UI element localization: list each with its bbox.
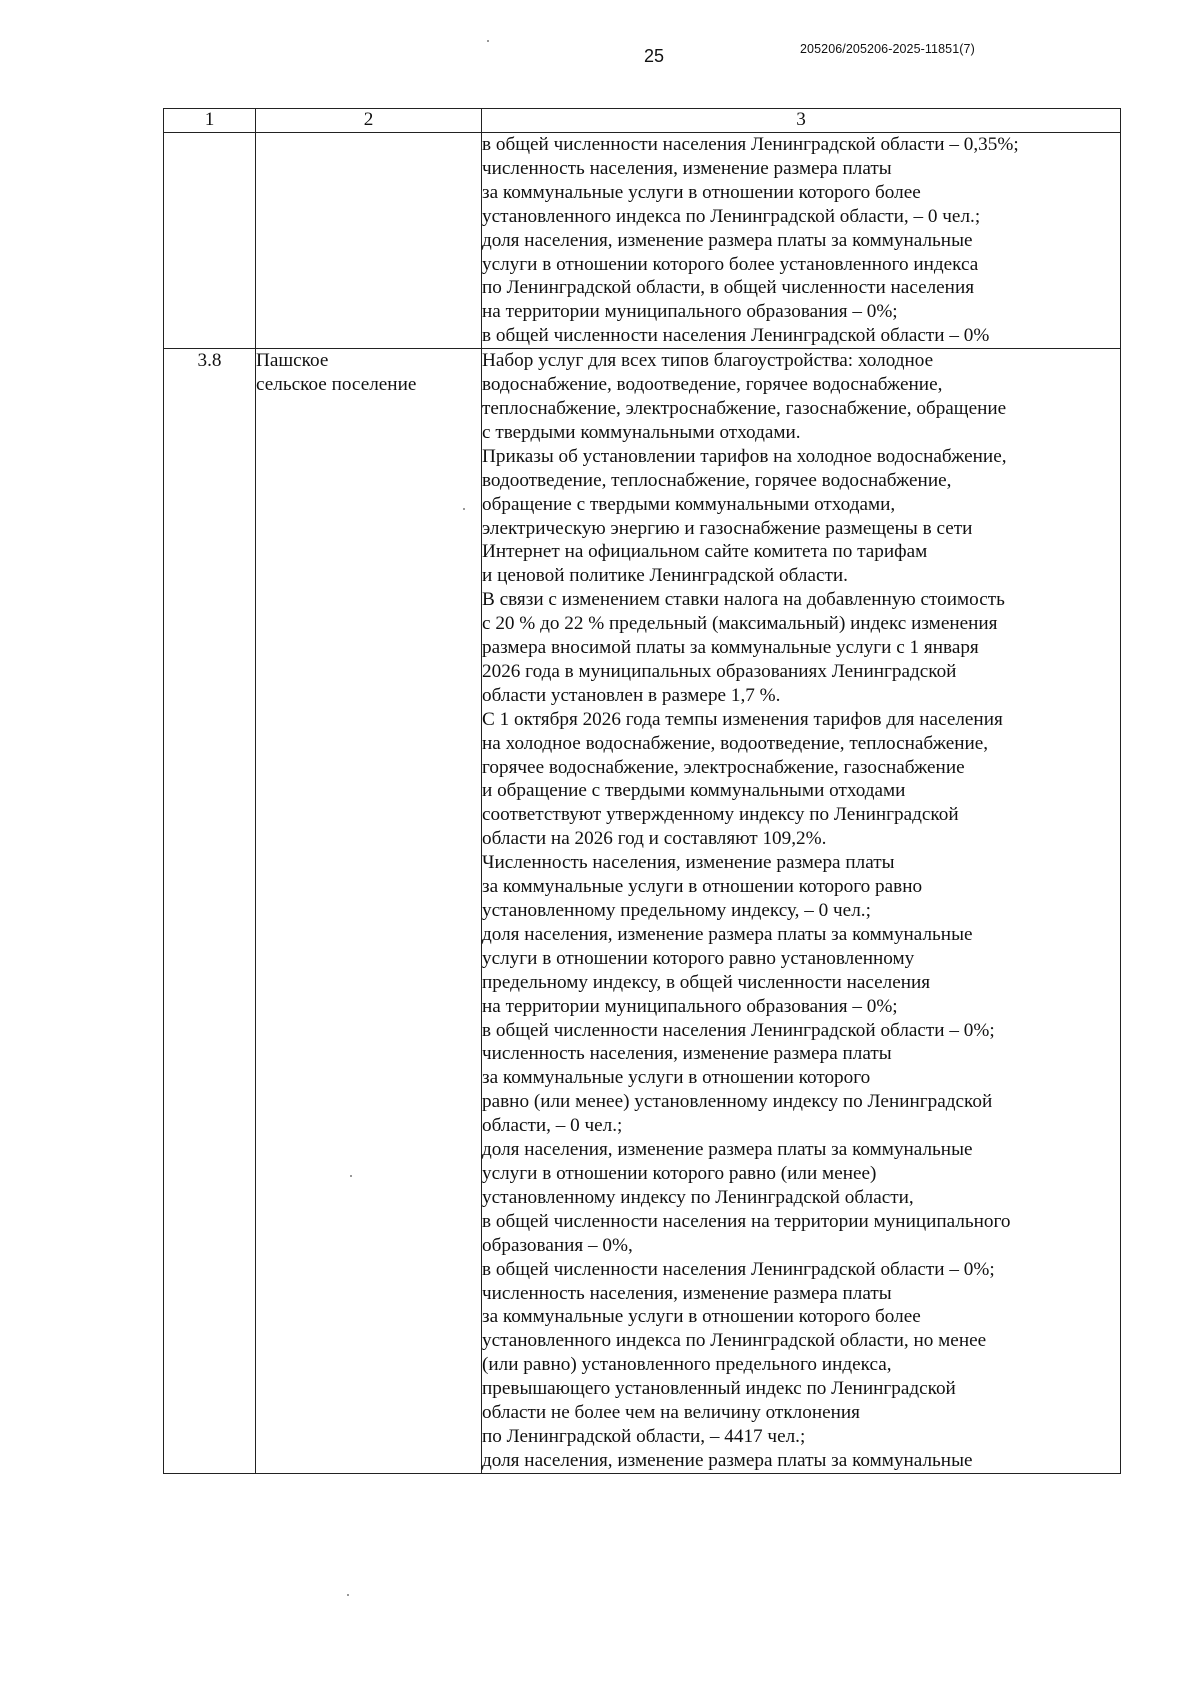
text-line: образования – 0%, <box>482 1234 633 1256</box>
description-cell <box>482 349 1121 1474</box>
text-line: установленного индекса по Ленинградской области, – 0 чел.; <box>482 205 981 227</box>
text-line: доля населения, изменение размера платы за коммунальные <box>482 923 973 945</box>
text-line: установленному индексу по Ленинградской области, <box>482 1186 914 1208</box>
row-number-cell: 3.8 <box>164 349 256 1474</box>
text-line: с 20 % до 22 % предельный (максимальный) индекс изменения <box>482 613 998 635</box>
text-line: области установлен в размере 1,7 %. <box>482 684 781 706</box>
text-line: за коммунальные услуги в отношении которого равно <box>482 876 923 898</box>
row-number-cell <box>164 133 256 349</box>
text-line: доля населения, изменение размера платы за коммунальные <box>482 229 973 251</box>
text-line: численность населения, изменение размера платы <box>482 1282 892 1304</box>
text-line: области на 2026 год и составляют 109,2%. <box>482 828 827 850</box>
text-line: в общей численности населения Ленинградской области – 0%; <box>482 1258 995 1280</box>
text-line: обращение с твердыми коммунальными отходами, <box>482 493 896 515</box>
text-line: на холодное водоснабжение, водоотведение, теплоснабжение, <box>482 732 989 754</box>
table-row <box>164 349 1121 1474</box>
text-line: за коммунальные услуги в отношении которого более <box>482 181 921 203</box>
text-line: С 1 октября 2026 года темпы изменения тарифов для населения <box>482 708 1003 730</box>
text-line: соответствуют утвержденному индексу по Ленинградской <box>482 804 959 826</box>
description-cell <box>482 133 1121 349</box>
text-line: 2026 года в муниципальных образованиях Ленинградской <box>482 660 957 682</box>
column-header-2: 2 <box>256 109 482 133</box>
table-row-continued <box>164 133 1121 349</box>
text-line: предельному индексу, в общей численности населения <box>482 971 931 993</box>
text-line: водоотведение, теплоснабжение, горячее водоснабжение, <box>482 469 952 491</box>
document-id: 205206/205206-2025-11851(7) <box>800 42 975 56</box>
text-line: услуги в отношении которого равно (или менее) <box>482 1162 877 1184</box>
text-line: Пашское <box>256 350 329 372</box>
text-line: на территории муниципального образования – 0%; <box>482 301 898 323</box>
text-line: Интернет на официальном сайте комитета по тарифам <box>482 541 928 563</box>
text-line: размера вносимой платы за коммунальные услуги с 1 января <box>482 637 979 659</box>
text-line: В связи с изменением ставки налога на добавленную стоимость <box>482 589 1005 611</box>
municipality-cell <box>256 349 482 1474</box>
text-line: сельское поселение <box>256 374 417 396</box>
text-line: на территории муниципального образования – 0%; <box>482 995 898 1017</box>
text-line: установленного индекса по Ленинградской области, но менее <box>482 1330 987 1352</box>
municipality-cell <box>256 133 482 349</box>
text-line: по Ленинградской области, – 4417 чел.; <box>482 1425 806 1447</box>
text-line: и обращение с твердыми коммунальными отходами <box>482 780 906 802</box>
scan-speck <box>347 1594 349 1596</box>
text-line: горячее водоснабжение, электроснабжение, газоснабжение <box>482 756 965 778</box>
text-line: водоснабжение, водоотведение, горячее водоснабжение, <box>482 374 943 396</box>
text-line: в общей численности населения Ленинградской области – 0%; <box>482 1019 995 1041</box>
column-header-3: 3 <box>482 109 1121 133</box>
scan-speck <box>350 1175 352 1177</box>
text-line: электрическую энергию и газоснабжение размещены в сети <box>482 517 973 539</box>
scan-speck <box>463 508 465 510</box>
column-header-1: 1 <box>164 109 256 133</box>
text-line: за коммунальные услуги в отношении которого <box>482 1067 871 1089</box>
text-line: Численность населения, изменение размера платы <box>482 852 895 874</box>
text-line: численность населения, изменение размера платы <box>482 157 892 179</box>
text-line: в общей численности населения на территории муниципального <box>482 1210 1011 1232</box>
table-header-row <box>164 109 1121 133</box>
text-line: по Ленинградской области, в общей численности населения <box>482 277 975 299</box>
text-line: с твердыми коммунальными отходами. <box>482 421 801 443</box>
scan-speck <box>487 40 489 42</box>
text-line: Набор услуг для всех типов благоустройства: холодное <box>482 350 934 372</box>
text-line: превышающего установленный индекс по Ленинградской <box>482 1378 956 1400</box>
text-line: области, – 0 чел.; <box>482 1115 623 1137</box>
text-line: за коммунальные услуги в отношении которого более <box>482 1306 921 1328</box>
text-line: теплоснабжение, электроснабжение, газоснабжение, обращение <box>482 397 1007 419</box>
text-line: установленному предельному индексу, – 0 чел.; <box>482 900 871 921</box>
text-line: равно (или менее) установленному индексу по Ленинградской <box>482 1091 993 1113</box>
text-line: и ценовой политике Ленинградской области. <box>482 565 848 587</box>
text-line: в общей численности населения Ленинградской области – 0,35%; <box>482 134 1019 155</box>
text-line: услуги в отношении которого равно установленному <box>482 947 915 969</box>
text-line: (или равно) установленного предельного индекса, <box>482 1354 892 1376</box>
text-line: доля населения, изменение размера платы за коммунальные <box>482 1449 973 1471</box>
text-line: численность населения, изменение размера платы <box>482 1043 892 1065</box>
text-line: услуги в отношении которого более установленного индекса <box>482 253 979 275</box>
text-line: Приказы об установлении тарифов на холодное водоснабжение, <box>482 445 1007 467</box>
text-line: в общей численности населения Ленинградской области – 0% <box>482 325 990 347</box>
text-line: области не более чем на величину отклонения <box>482 1402 860 1424</box>
tariff-table <box>163 108 1121 1474</box>
text-line: доля населения, изменение размера платы за коммунальные <box>482 1139 973 1161</box>
